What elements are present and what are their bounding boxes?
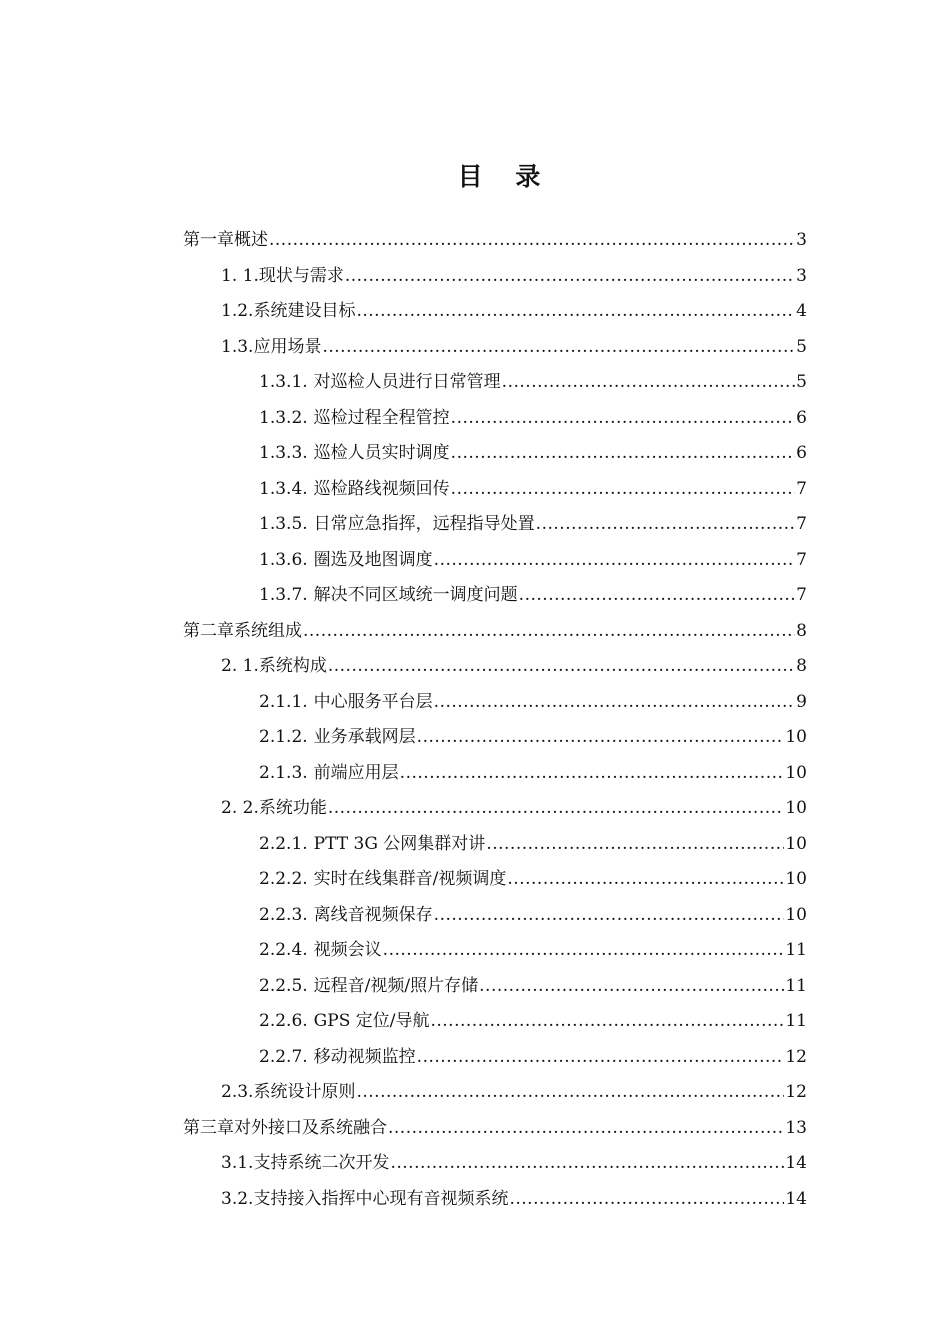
toc-entry-number: 第二章 [183,620,234,641]
toc-entry-number: 1.3.6. [259,549,308,570]
toc-entry-number: 2.2.3. [259,904,308,925]
toc-dot-leader [383,938,785,962]
toc-entry-page: 10 [785,762,807,783]
toc-entry-title: 概述 [234,230,268,250]
toc-entry[interactable] [221,264,807,288]
toc-entry-page: 8 [796,656,807,676]
toc-entry-number: 1. 1. [221,265,259,286]
toc-entry-page: 10 [785,904,807,925]
toc-entry-title: 移动视频监控 [313,1046,416,1067]
toc-entry-title: 远程音/视频/照片存储 [313,975,479,996]
toc-entry-page: 14 [785,1153,807,1173]
toc-entry[interactable] [259,441,807,465]
toc-dot-leader [451,406,796,430]
toc-entry-page: 10 [785,727,807,747]
toc-dot-leader [479,974,784,998]
toc-entry-page: 5 [796,372,807,392]
toc-entry-title: 系统功能 [258,798,327,818]
toc-entry-title: 支持接入指挥中心现有音视频系统 [253,1188,509,1209]
toc-entry[interactable] [221,654,807,678]
toc-entry-title: 系统构成 [258,656,327,676]
toc-entry[interactable] [221,1151,807,1175]
toc-entry-page: 4 [796,301,807,321]
toc-entry-title: 系统建设目标 [253,301,356,321]
toc-entry-page: 5 [796,336,807,357]
toc-entry-number: 2.2.6. [259,1011,308,1031]
toc-entry[interactable] [221,796,807,820]
toc-entry-page: 6 [796,443,807,463]
toc-entry-title: 解决不同区域统一调度问题 [313,585,518,605]
toc-entry-number: 2.1.3. [259,762,308,783]
toc-entry-title: 现状与需求 [258,265,344,286]
toc-entry-page: 12 [785,1082,807,1102]
toc-entry-page: 11 [785,940,807,960]
toc-entry-number: 第一章 [183,230,234,250]
toc-entry[interactable] [259,725,807,749]
toc-entry-number: 2.2.4. [259,940,308,960]
toc-entry-number: 3.1. [221,1153,254,1173]
toc-entry-number: 2. 1. [221,656,259,676]
toc-entry-number: 2.2.5. [259,975,308,996]
toc-dot-leader [434,548,796,572]
toc-entry[interactable] [259,867,807,891]
toc-dot-leader [388,1116,784,1140]
toc-entry[interactable] [259,761,807,785]
toc-entry[interactable] [259,548,807,572]
toc-entry[interactable] [259,477,807,501]
toc-entry-page: 14 [785,1188,807,1209]
toc-entry-number: 2.1.1. [259,691,308,712]
toc-entry-title: 巡检人员实时调度 [313,443,450,463]
toc-entry-number: 1.3.7. [259,585,308,605]
toc-entry-number: 1.3. [221,336,254,357]
toc-entry[interactable] [259,974,807,998]
toc-entry-page: 10 [785,833,807,854]
toc-dot-leader [328,654,795,678]
toc-entry-number: 1.2. [221,301,254,321]
toc-entry-page: 7 [796,549,807,570]
toc-dot-leader [536,512,796,536]
toc-entry-page: 7 [796,514,807,534]
toc-entry-number: 3.2. [221,1188,254,1209]
toc-entry-title: 应用场景 [253,336,322,357]
toc-entry[interactable] [259,512,807,536]
toc-entry-number: 1.3.4. [259,478,308,499]
toc-dot-leader [356,1080,784,1104]
toc-entry-title: 实时在线集群音/视频调度 [313,869,507,889]
toc-entry[interactable] [183,1116,807,1140]
toc-entry[interactable] [221,1080,807,1104]
toc-entry-page: 7 [796,585,807,605]
toc-entry-number: 1.3.5. [259,514,308,534]
toc-entry-number: 2.2.1. [259,833,308,854]
toc-entry-title: 业务承载网层 [313,727,416,747]
toc-entry-number: 1.3.2. [259,407,308,428]
toc-dot-leader [430,1009,784,1033]
toc-entry[interactable] [259,690,807,714]
toc-entry-page: 10 [785,869,807,889]
toc-entry-number: 2. 2. [221,798,259,818]
toc-entry-title: 圈选及地图调度 [313,549,433,570]
toc-dot-leader [303,619,795,643]
toc-dot-leader [509,1187,784,1211]
toc-entry-page: 11 [785,1011,807,1031]
toc-entry-number: 2.2.2. [259,869,308,889]
toc-entry-number: 2.3. [221,1082,254,1102]
toc-entry[interactable] [259,583,807,607]
toc-entry[interactable] [259,832,807,856]
toc-entry-title: 视频会议 [313,940,382,960]
toc-entry[interactable] [259,370,807,394]
toc-entry-title: 前端应用层 [313,762,399,783]
toc-entry-title: PTT 3G 公网集群对讲 [313,833,486,854]
toc-entry[interactable] [183,228,807,252]
toc-entry[interactable] [259,938,807,962]
toc-dot-leader [322,335,795,359]
toc-entry-title: 离线音视频保存 [313,904,433,925]
toc-entry-page: 12 [785,1046,807,1067]
toc-entry-title: 系统组成 [234,620,302,641]
toc-entry-page: 3 [796,265,807,286]
toc-entry-title: 日常应急指挥，远程指导处置 [313,514,535,534]
toc-entry[interactable] [259,406,807,430]
toc-dot-leader [390,1151,784,1175]
toc-dot-leader [434,903,785,927]
toc-entry[interactable] [221,1187,807,1211]
toc-dot-leader [507,867,784,891]
toc-entry-title: 对外接口及系统融合 [234,1117,387,1138]
toc-entry-number: 1.3.3. [259,443,308,463]
toc-entry-page: 9 [796,691,807,712]
toc-entry[interactable] [259,1045,807,1069]
toc-entry-number: 2.2.7. [259,1046,308,1067]
toc-entry[interactable] [183,619,807,643]
toc-dot-leader [345,264,795,288]
toc-entry-number: 1.3.1. [259,372,308,392]
toc-entry-page: 6 [796,407,807,428]
toc-entry-page: 13 [785,1117,807,1138]
toc-title: 目 录 [457,162,553,191]
toc-entry-number: 第三章 [183,1117,234,1138]
toc-dot-leader [519,583,796,607]
toc-entry-title: 巡检过程全程管控 [313,407,450,428]
toc-dot-leader [417,1045,785,1069]
toc-entry-page: 3 [796,230,807,250]
toc-dot-leader [451,477,796,501]
toc-dot-leader [417,725,785,749]
toc-dot-leader [328,796,785,820]
toc-entry-number: 2.1.2. [259,727,308,747]
toc-entry-page: 8 [796,620,807,641]
toc-entry-title: 巡检路线视频回传 [313,478,450,499]
toc-dot-leader [356,299,795,323]
toc-dot-leader [269,228,795,252]
toc-entry-page: 11 [785,975,807,996]
toc-entry-page: 10 [785,798,807,818]
toc-dot-leader [400,761,785,785]
toc-dot-leader [451,441,796,465]
toc-entry-title: 中心服务平台层 [313,691,433,712]
toc-dot-leader [502,370,796,394]
toc-entry[interactable] [259,903,807,927]
toc-entry[interactable] [221,299,807,323]
toc-dot-leader [486,832,784,856]
toc-entry-title: 系统设计原则 [253,1082,356,1102]
toc-entry-page: 7 [796,478,807,499]
toc-entry-title: 对巡检人员进行日常管理 [313,372,501,392]
toc-entry-title: GPS 定位/导航 [313,1011,430,1031]
toc-entry[interactable] [259,1009,807,1033]
toc-entry[interactable] [221,335,807,359]
toc-dot-leader [434,690,796,714]
toc-entry-title: 支持系统二次开发 [253,1153,390,1173]
